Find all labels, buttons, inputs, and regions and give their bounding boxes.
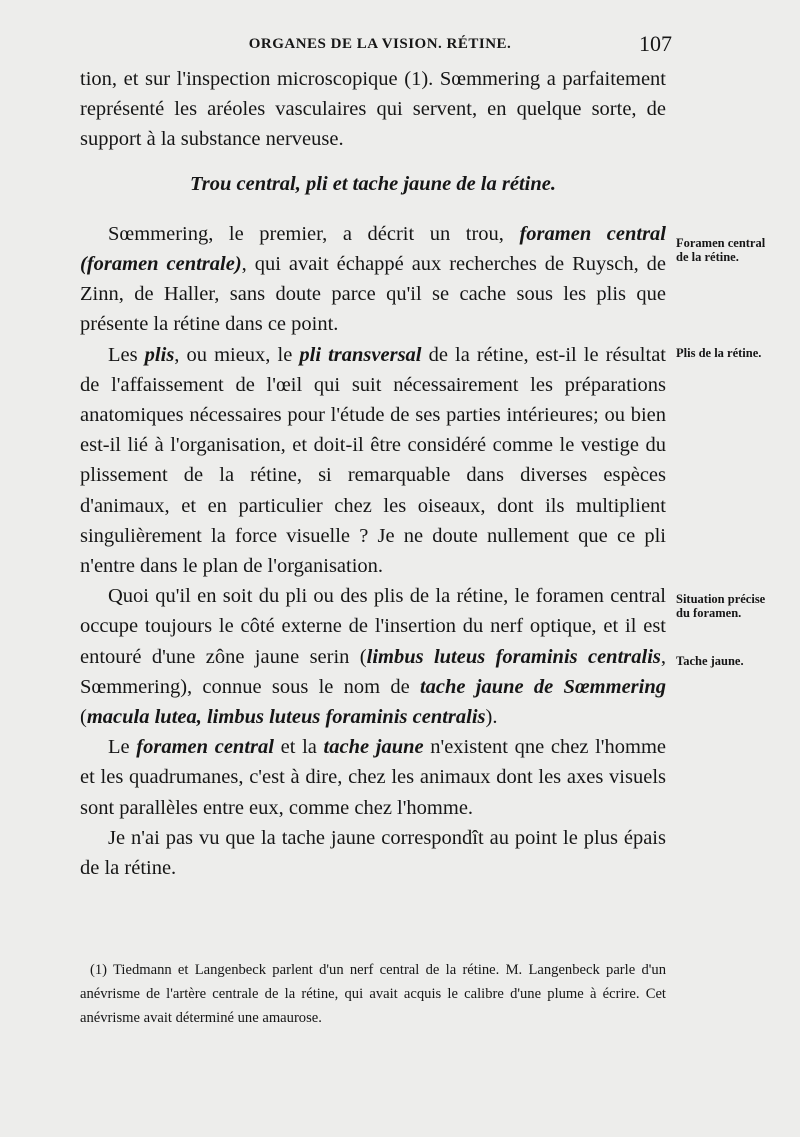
italic-run: limbus luteus foraminis centralis (366, 645, 661, 668)
text-run: ). (485, 706, 498, 729)
page-number: 107 (639, 31, 672, 56)
text-run: Sœmmering, le premier, a décrit un trou, (108, 222, 520, 245)
running-head: ORGANES DE LA VISION. RÉTINE. (248, 36, 512, 52)
paragraph-3 (80, 340, 666, 582)
paragraph-6: Je n'ai pas vu que la tache jaune correspondît au point le plus épais de la rétine. (80, 826, 666, 880)
italic-run: foramen central (136, 736, 274, 759)
italic-run: tache jaune de Sœmmering (419, 675, 666, 698)
margin-note-tache: Tache jaune. (676, 654, 744, 668)
paragraph-1: tion, et sur l'inspection microscopique (1). Sœmmering a parfaitement représenté les aréoles vasculaires qui servent, en quelque sorte, de support à la substance nerveuse. (80, 68, 666, 151)
section-heading: Trou central, pli et tache jaune de la rétine. (190, 172, 556, 195)
footnotes (80, 958, 666, 1030)
text-run: , qui avait échappé aux recherches de Ruysch, de Zinn, de Haller, sans doute parce qu'il se cache sous les plis que présente la rétine dans ce point. (80, 253, 666, 336)
margin-note-situation: Situation précise du foramen. (676, 592, 766, 620)
text-run: Le (108, 736, 137, 759)
main-text (80, 64, 666, 883)
italic-run: macula lutea, limbus luteus foraminis centralis (86, 706, 486, 729)
italic-run: plis (144, 343, 175, 366)
paragraph-5 (80, 732, 666, 823)
italic-run: pli transversal (299, 343, 422, 366)
footnote-1: (1) Tiedmann et Langenbeck parlent d'un nerf central de la rétine. M. Langenbeck parle d'un anévrisme de l'artère centrale de la rétine, qui avait acquis le calibre d'une plume à écrire. Cet anévrisme avait déterminé une amaurose. (80, 962, 666, 1026)
margin-note-plis: Plis de la rétine. (676, 346, 762, 360)
text-run: , ou mieux, le (174, 343, 300, 366)
paragraph-4 (80, 581, 666, 732)
text-run: ( (80, 706, 87, 729)
margin-note-foramen: Foramen central de la rétine. (676, 236, 766, 264)
text-run: de la rétine, est-il le résultat de l'affaissement de l'œil qui suit nécessairement les préparations anatomiques nécessaires pour l'étude de ses parties intérieures; ou bien est-il lié à l'organisation, et doit-il être considéré comme le vestige du plissement de la rétine, si remarquable dans diverses espèces d'animaux, et en particulier chez les oiseaux, dont ils multiplient singulièrement la force visuelle ? Je ne doute nullement que ce pli n'entre dans le plan de l'organisation. (80, 343, 666, 578)
italic-run: foramen central (foramen centrale) (80, 222, 666, 276)
text-run: , Sœmmering), connue sous le nom de (80, 645, 666, 698)
text-run: n'existent qne chez l'homme et les quadrumanes, c'est à dire, chez les animaux dont les axes visuels sont parallèles entre eux, comme chez l'homme. (80, 736, 666, 819)
text-run: et la (273, 736, 324, 759)
text-run: Les (108, 343, 145, 366)
italic-run: tache jaune (323, 736, 424, 759)
paragraph-2 (80, 219, 666, 340)
text-run: Quoi qu'il en soit du pli ou des plis de la rétine, le foramen central occupe toujours le côté externe de l'insertion du nerf optique, et il est entouré d'une zône jaune serin ( (80, 585, 666, 668)
